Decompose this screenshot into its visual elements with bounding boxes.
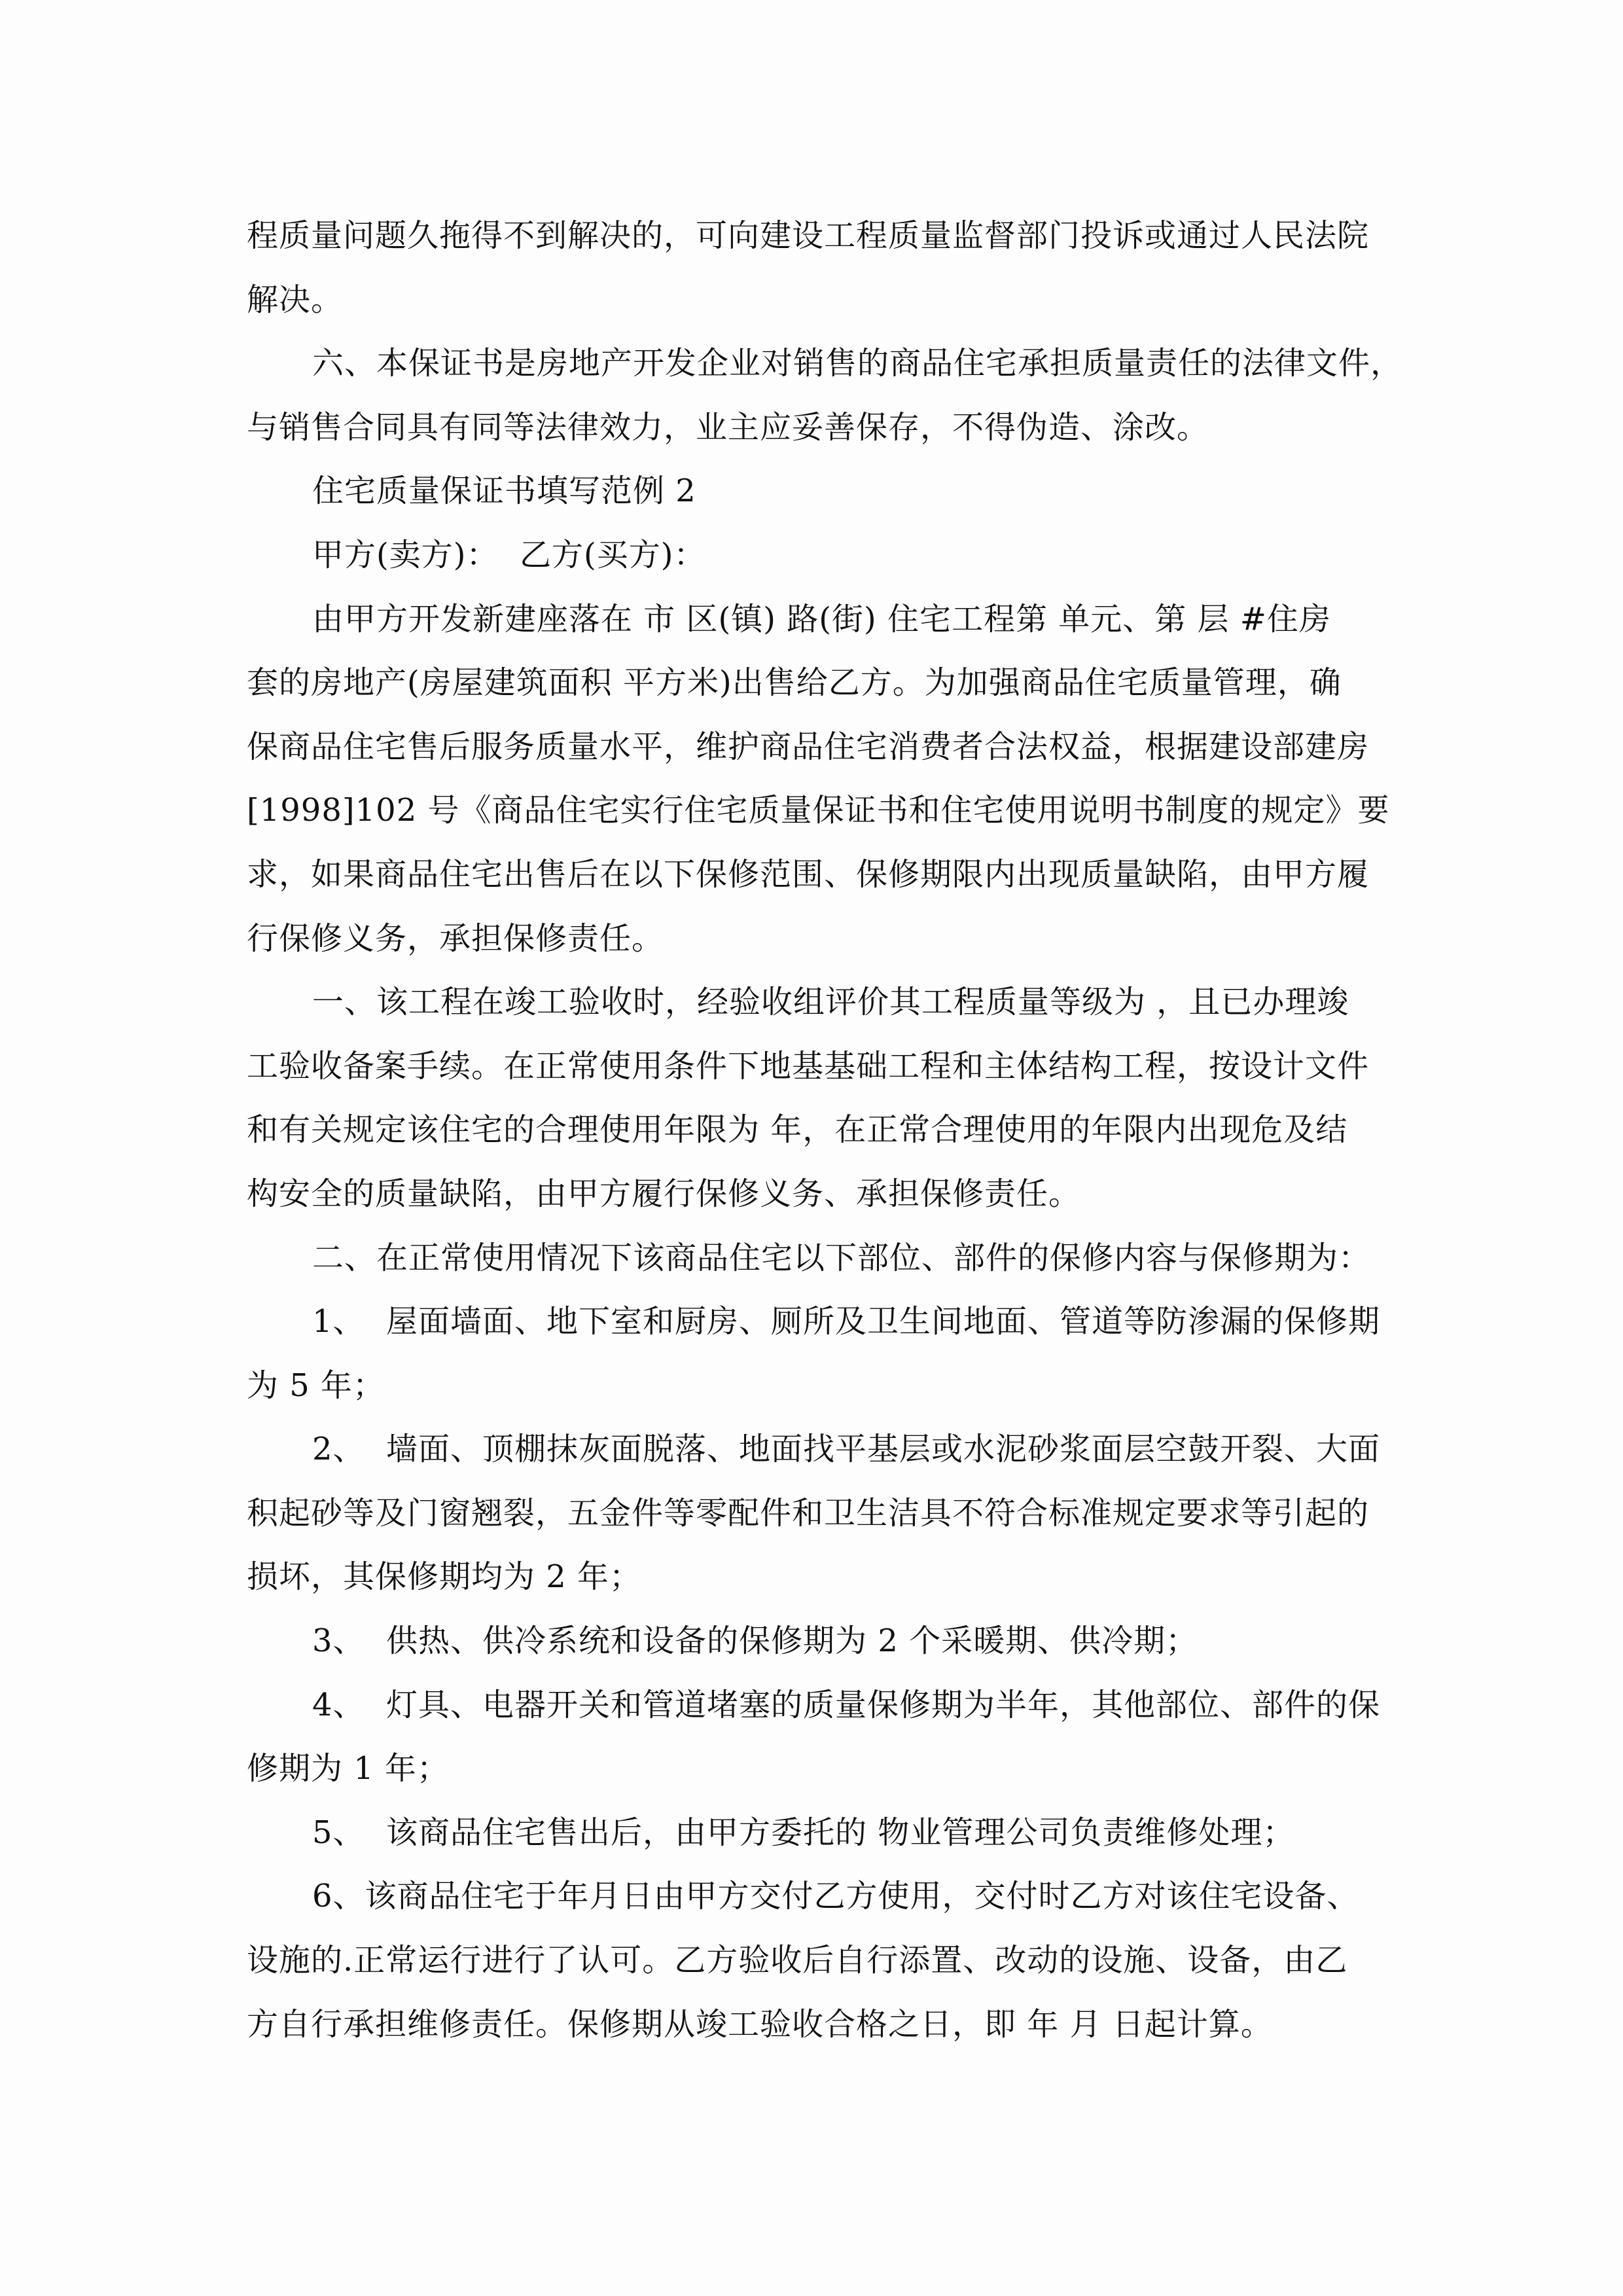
clause-six-line: 六、本保证书是房地产开发企业对销售的商品住宅承担质量责任的法律文件， [312, 345, 1403, 382]
text-line: 设施的.正常运行进行了认可。乙方验收后自行添置、改动的设施、设备，由乙 [247, 1942, 1348, 1979]
text-line: 与销售合同具有同等法律效力，业主应妥善保存，不得伪造、涂改。 [247, 408, 1209, 446]
text-line: 工验收备案手续。在正常使用条件下地基基础工程和主体结构工程，按设计文件 [247, 1047, 1370, 1085]
text-line: 求，如果商品住宅出售后在以下保修范围、保修期限内出现质量缺陷，由甲方履 [247, 855, 1370, 893]
text-line: 为 5 年； [247, 1367, 385, 1404]
text-line: 积起砂等及门窗翘裂，五金件等零配件和卫生洁具不符合标准规定要求等引起的 [247, 1494, 1370, 1532]
clause-one-line: 一、该工程在竣工验收时，经验收组评价其工程质量等级为 ，且已办理竣 [312, 984, 1349, 1021]
list-item-3: 3、 供热、供冷系统和设备的保修期为 2 个采暖期、供冷期； [312, 1623, 1198, 1660]
text-line: 解决。 [247, 281, 344, 318]
text-line: 行保修义务，承担保修责任。 [247, 920, 664, 957]
text-line: 修期为 1 年； [247, 1750, 450, 1787]
list-item-6: 6、该商品住宅于年月日由甲方交付乙方使用，交付时乙方对该住宅设备、 [312, 1878, 1359, 1915]
list-item-1: 1、 屋面墙面、地下室和厨房、厕所及卫生间地面、管道等防渗漏的保修期 [312, 1303, 1381, 1340]
clause-two-line: 二、在正常使用情况下该商品住宅以下部位、部件的保修内容与保修期为： [312, 1239, 1371, 1276]
text-line: 套的房地产(房屋建筑面积 平方米)出售给乙方。为加强商品住宅质量管理，确 [247, 664, 1342, 702]
list-item-4: 4、 灯具、电器开关和管道堵塞的质量保修期为半年，其他部位、部件的保 [312, 1686, 1381, 1723]
text-line: 方自行承担维修责任。保修期从竣工验收合格之日，即 年 月 日起计算。 [247, 2005, 1273, 2043]
list-item-5: 5、 该商品住宅售出后，由甲方委托的 物业管理公司负责维修处理； [312, 1814, 1295, 1851]
text-line: 损坏，其保修期均为 2 年； [247, 1558, 642, 1596]
document-body [247, 204, 1403, 2056]
text-line: 程质量问题久拖得不到解决的，可向建设工程质量监督部门投诉或通过人民法院 [247, 217, 1370, 254]
section-title: 住宅质量保证书填写范例 2 [312, 473, 696, 510]
text-line: 构安全的质量缺陷，由甲方履行保修义务、承担保修责任。 [247, 1175, 1081, 1212]
text-line: 保商品住宅售后服务质量水平，维护商品住宅消费者合法权益，根据建设部建房 [247, 728, 1370, 765]
list-item-2: 2、 墙面、顶棚抹灰面脱落、地面找平基层或水泥砂浆面层空鼓开裂、大面 [312, 1431, 1381, 1468]
text-line: 和有关规定该住宅的合理使用年限为 年，在正常合理使用的年限内出现危及结 [247, 1111, 1348, 1149]
text-line: [1998]102 号《商品住宅实行住宅质量保证书和住宅使用说明书制度的规定》要 [247, 792, 1390, 829]
parties-line: 甲方(卖方)： 乙方(买方)： [312, 536, 706, 573]
text-line: 由甲方开发新建座落在 市 区(镇) 路(街) 住宅工程第 单元、第 层 #住房 [312, 600, 1331, 637]
